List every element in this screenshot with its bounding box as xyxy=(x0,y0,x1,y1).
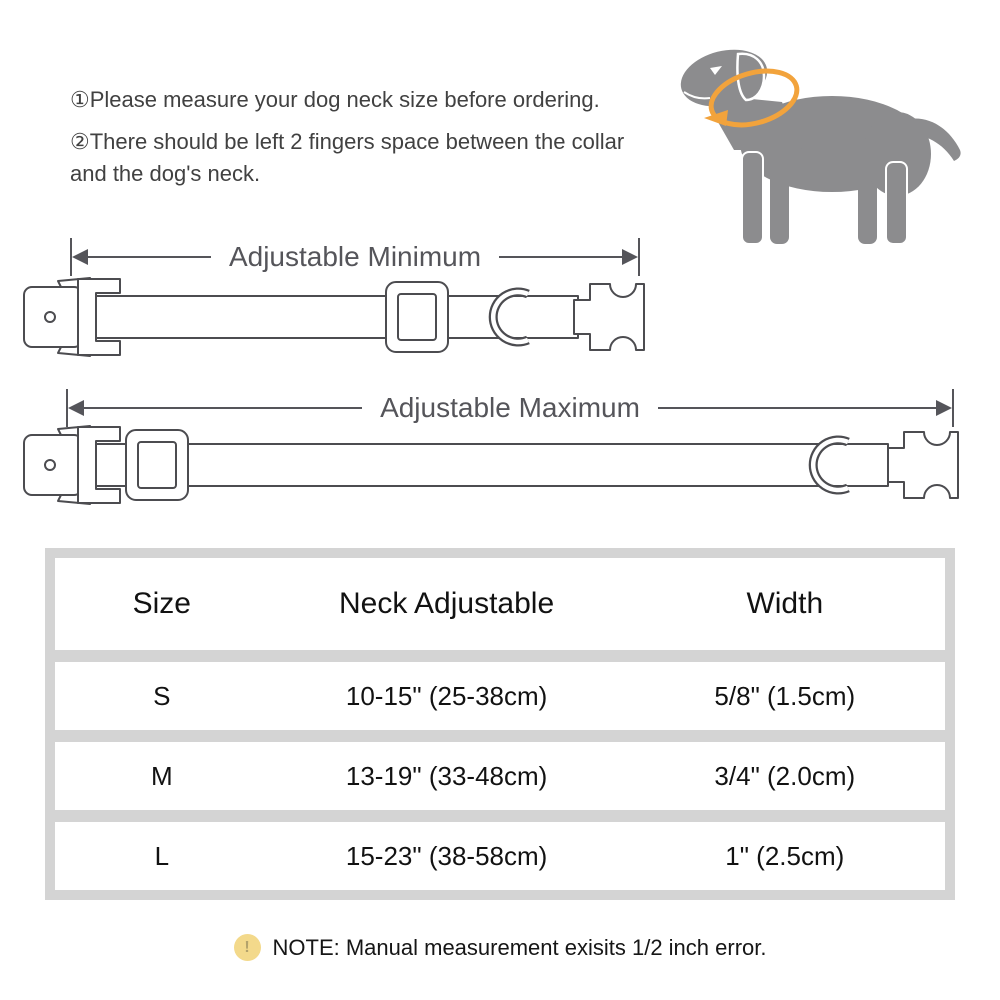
dog-rear-leg xyxy=(886,162,907,244)
tri-glide-slider xyxy=(126,430,188,500)
collar-strap xyxy=(96,296,578,338)
tri-glide-slider xyxy=(386,282,448,352)
cell-width: 5/8" (1.5cm) xyxy=(714,680,856,711)
collar-maximum-diagram xyxy=(18,422,963,508)
instruction-step-1: ①Please measure your dog neck size before ordering. xyxy=(70,87,600,112)
collar-strap xyxy=(96,444,888,486)
dog-front-leg xyxy=(742,152,763,244)
cell-size: S xyxy=(153,680,171,711)
dog-silhouette-icon xyxy=(652,12,982,252)
cell-neck: 10-15" (25-38cm) xyxy=(345,680,548,711)
dimension-tick-right xyxy=(638,238,640,276)
note-text: NOTE: Manual measurement exisits 1/2 inch error. xyxy=(272,934,767,960)
cell-size: M xyxy=(150,760,173,791)
cell-size: L xyxy=(154,840,170,871)
buckle-male-part xyxy=(574,284,644,350)
arrow-left-icon xyxy=(68,400,84,416)
size-chart-table xyxy=(45,548,955,900)
arrow-right-icon xyxy=(936,400,952,416)
cell-width: 1" (2.5cm) xyxy=(725,840,845,871)
arrow-right-icon xyxy=(622,249,638,265)
cell-neck: 15-23" (38-58cm) xyxy=(345,840,548,871)
cell-width: 3/4" (2.0cm) xyxy=(714,760,856,791)
table-row xyxy=(55,742,945,810)
table-row xyxy=(55,822,945,890)
adjustable-maximum-label: Adjustable Maximum xyxy=(380,392,640,423)
exclamation-icon xyxy=(234,934,261,961)
measurement-note xyxy=(0,934,1000,961)
exclamation-glyph: ! xyxy=(244,938,250,956)
dimension-line xyxy=(658,407,936,409)
arrow-left-icon xyxy=(72,249,88,265)
buckle-male-part xyxy=(888,432,958,498)
dimension-line xyxy=(88,256,211,258)
header-neck-adjustable: Neck Adjustable xyxy=(339,587,555,620)
dimension-line xyxy=(499,256,622,258)
cell-neck: 13-19" (33-48cm) xyxy=(345,760,548,791)
dog-neck-measure-figure xyxy=(652,12,982,252)
collar-minimum-diagram xyxy=(18,274,650,360)
dimension-line xyxy=(84,407,362,409)
table-row xyxy=(55,662,945,730)
measuring-instructions xyxy=(70,84,645,200)
header-size: Size xyxy=(132,587,191,620)
instruction-step-2: ②There should be left 2 fingers space between the collar and the dog's neck. xyxy=(70,128,625,186)
table-header-row xyxy=(55,558,945,650)
header-width: Width xyxy=(746,587,824,620)
adjustable-minimum-label: Adjustable Minimum xyxy=(228,241,482,272)
